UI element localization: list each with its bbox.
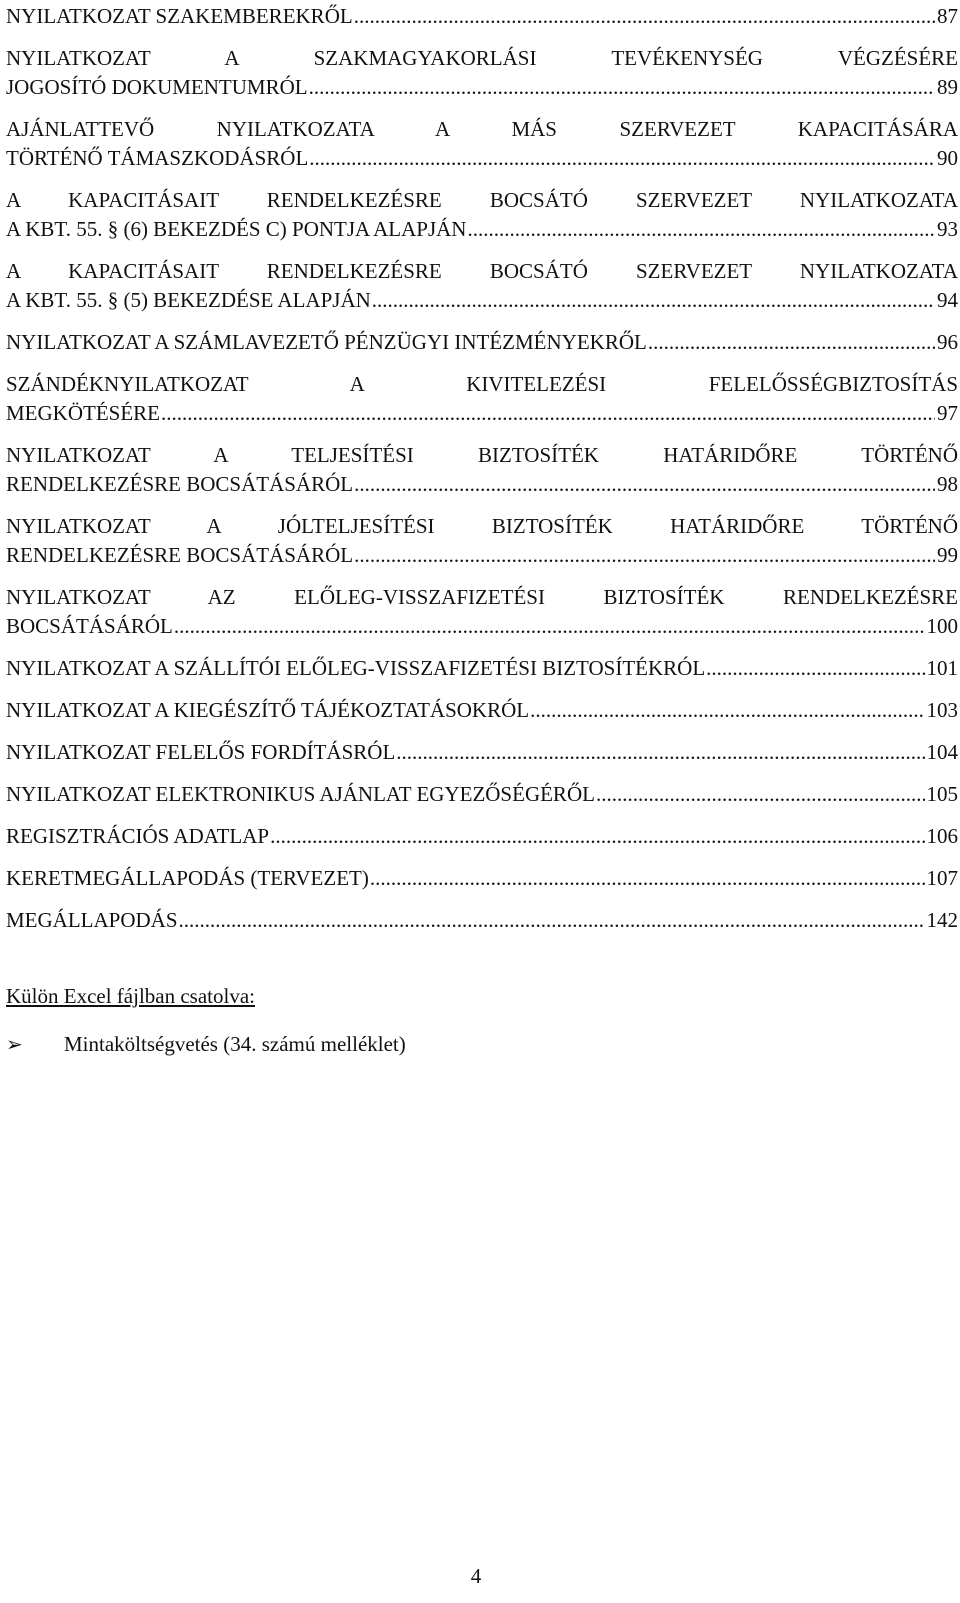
toc-entry[interactable] xyxy=(6,2,958,31)
toc-entry-title: RENDELKEZÉSRE BOCSÁTÁSÁRÓL xyxy=(6,543,354,567)
dot-leader xyxy=(270,822,924,851)
toc-entry[interactable] xyxy=(6,44,958,102)
toc-entry[interactable] xyxy=(6,583,958,641)
toc-entry-row xyxy=(6,864,958,893)
toc-entry-row xyxy=(6,215,958,244)
toc-entry[interactable] xyxy=(6,738,958,767)
toc-page-number: 142 xyxy=(926,908,958,932)
toc-page-number: 101 xyxy=(926,656,958,680)
page-number: 4 xyxy=(470,1564,482,1588)
dot-leader xyxy=(370,864,925,893)
dot-leader xyxy=(396,738,924,767)
dot-leader xyxy=(179,906,925,935)
toc-entry[interactable] xyxy=(6,822,958,851)
toc-entry-title: NYILATKOZAT ELEKTRONIKUS AJÁNLAT EGYEZŐSÉGÉRŐL xyxy=(6,782,595,806)
toc-page-number: 103 xyxy=(926,698,958,722)
dot-leader xyxy=(467,215,935,244)
toc-entry-row xyxy=(6,286,958,315)
extra-attachment-label: Mintaköltségvetés (34. számú melléklet) xyxy=(64,1032,406,1056)
dot-leader xyxy=(596,780,925,809)
toc-entry-title: TÖRTÉNŐ TÁMASZKODÁSRÓL xyxy=(6,146,309,170)
toc-entry[interactable] xyxy=(6,654,958,683)
toc-entry-row xyxy=(6,654,958,683)
toc-entry[interactable] xyxy=(6,512,958,570)
toc-entry-title: MEGKÖTÉSÉRE xyxy=(6,401,160,425)
dot-leader xyxy=(354,470,935,499)
toc-page-number: 97 xyxy=(937,401,958,425)
toc-entry[interactable] xyxy=(6,906,958,935)
toc-page-number: 99 xyxy=(937,543,958,567)
toc-entry-row xyxy=(6,73,958,102)
toc-entry-title: NYILATKOZAT A SZÁLLÍTÓI ELŐLEG-VISSZAFIZETÉSI BIZTOSÍTÉKRÓL xyxy=(6,656,706,680)
toc-entry-title: NYILATKOZAT FELELŐS FORDÍTÁSRÓL xyxy=(6,740,396,764)
toc-entry[interactable] xyxy=(6,186,958,244)
dot-leader xyxy=(309,144,935,173)
toc-entry-title-line: NYILATKOZAT A SZAKMAGYAKORLÁSI TEVÉKENYSÉG VÉGZÉSÉRE xyxy=(6,46,958,70)
toc-entry-row xyxy=(6,780,958,809)
toc-entry-title-line: NYILATKOZAT AZ ELŐLEG-VISSZAFIZETÉSI BIZTOSÍTÉK RENDELKEZÉSRE xyxy=(6,585,958,609)
toc-page-number: 98 xyxy=(937,472,958,496)
toc-entry-title-line: NYILATKOZAT A TELJESÍTÉSI BIZTOSÍTÉK HATÁRIDŐRE TÖRTÉNŐ xyxy=(6,443,958,467)
toc-entry-title: NYILATKOZAT A KIEGÉSZÍTŐ TÁJÉKOZTATÁSOKRÓL xyxy=(6,698,530,722)
toc-page-number: 93 xyxy=(937,217,958,241)
dot-leader xyxy=(174,612,925,641)
toc-entry-title-line: A KAPACITÁSAIT RENDELKEZÉSRE BOCSÁTÓ SZERVEZET NYILATKOZATA xyxy=(6,188,958,212)
toc-entry[interactable] xyxy=(6,115,958,173)
toc-entry-title-line: AJÁNLATTEVŐ NYILATKOZATA A MÁS SZERVEZET KAPACITÁSÁRA xyxy=(6,117,958,141)
toc-entry[interactable] xyxy=(6,864,958,893)
toc-entry-row xyxy=(6,738,958,767)
toc-entry-title: MEGÁLLAPODÁS xyxy=(6,908,178,932)
arrow-bullet-icon: ➢ xyxy=(6,1032,23,1056)
dot-leader xyxy=(530,696,924,725)
toc-page-number: 106 xyxy=(926,824,958,848)
extra-attachment-item xyxy=(6,1030,958,1059)
dot-leader xyxy=(309,73,935,102)
table-of-contents xyxy=(6,2,958,935)
toc-entry-title: KERETMEGÁLLAPODÁS (TERVEZET) xyxy=(6,866,369,890)
extra-attachments-heading: Külön Excel fájlban csatolva: xyxy=(6,984,255,1008)
toc-page-number: 89 xyxy=(937,75,958,99)
toc-entry-title: JOGOSÍTÓ DOKUMENTUMRÓL xyxy=(6,75,308,99)
toc-entry-title: A KBT. 55. § (5) BEKEZDÉSE ALAPJÁN xyxy=(6,288,371,312)
toc-entry[interactable] xyxy=(6,780,958,809)
toc-entry-row xyxy=(6,2,958,31)
toc-page-number: 96 xyxy=(937,330,958,354)
toc-entry[interactable] xyxy=(6,370,958,428)
dot-leader xyxy=(648,328,935,357)
toc-page-number: 87 xyxy=(937,4,958,28)
toc-entry[interactable] xyxy=(6,441,958,499)
toc-entry[interactable] xyxy=(6,328,958,357)
toc-entry-title: NYILATKOZAT A SZÁMLAVEZETŐ PÉNZÜGYI INTÉZMÉNYEKRŐL xyxy=(6,330,647,354)
toc-entry-row xyxy=(6,399,958,428)
toc-entry-row xyxy=(6,612,958,641)
toc-entry-title-line: NYILATKOZAT A JÓLTELJESÍTÉSI BIZTOSÍTÉK HATÁRIDŐRE TÖRTÉNŐ xyxy=(6,514,958,538)
toc-page-number: 105 xyxy=(926,782,958,806)
toc-entry-title: REGISZTRÁCIÓS ADATLAP xyxy=(6,824,270,848)
dot-leader xyxy=(354,541,935,570)
toc-entry-title-line: SZÁNDÉKNYILATKOZAT A KIVITELEZÉSI FELELŐSSÉGBIZTOSÍTÁS xyxy=(6,372,958,396)
toc-entry[interactable] xyxy=(6,696,958,725)
toc-page-number: 94 xyxy=(937,288,958,312)
toc-entry-row xyxy=(6,144,958,173)
toc-entry-row xyxy=(6,470,958,499)
toc-entry[interactable] xyxy=(6,257,958,315)
toc-entry-title: RENDELKEZÉSRE BOCSÁTÁSÁRÓL xyxy=(6,472,354,496)
toc-entry-row xyxy=(6,541,958,570)
toc-entry-title: NYILATKOZAT SZAKEMBEREKRŐL xyxy=(6,4,353,28)
dot-leader xyxy=(354,2,935,31)
toc-page-number: 107 xyxy=(926,866,958,890)
toc-entry-row xyxy=(6,822,958,851)
toc-entry-row xyxy=(6,906,958,935)
document-page xyxy=(6,0,958,1059)
toc-entry-row xyxy=(6,328,958,357)
toc-entry-title: BOCSÁTÁSÁRÓL xyxy=(6,614,173,638)
dot-leader xyxy=(161,399,935,428)
dot-leader xyxy=(372,286,935,315)
toc-page-number: 104 xyxy=(926,740,958,764)
toc-page-number: 100 xyxy=(926,614,958,638)
toc-entry-title-line: A KAPACITÁSAIT RENDELKEZÉSRE BOCSÁTÓ SZERVEZET NYILATKOZATA xyxy=(6,259,958,283)
toc-page-number: 90 xyxy=(937,146,958,170)
toc-entry-title: A KBT. 55. § (6) BEKEZDÉS C) PONTJA ALAPJÁN xyxy=(6,217,467,241)
dot-leader xyxy=(706,654,924,683)
toc-entry-row xyxy=(6,696,958,725)
